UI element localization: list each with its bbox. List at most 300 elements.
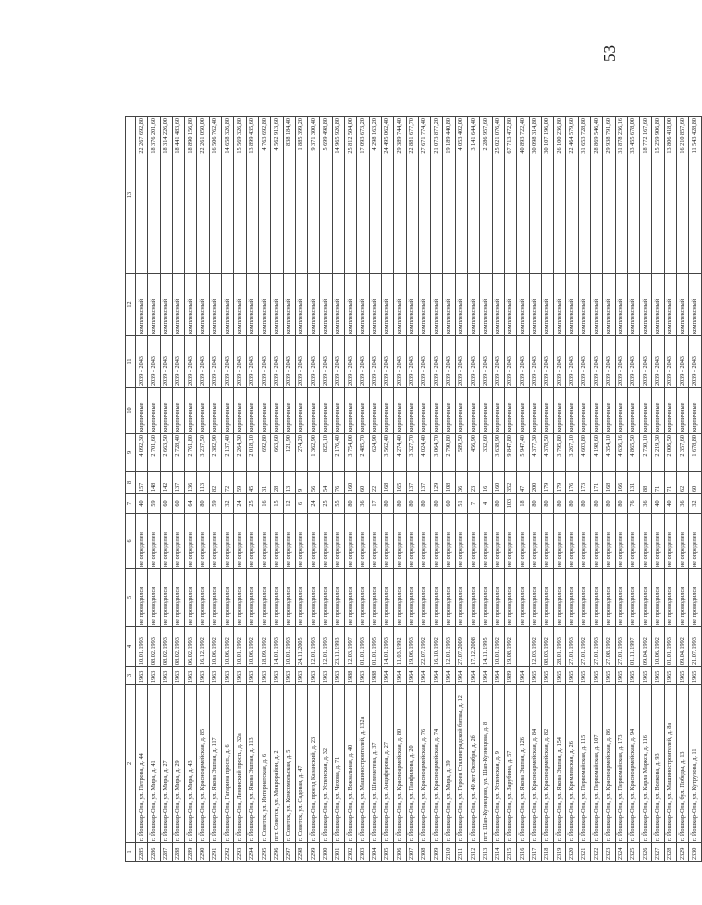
cell-material: кирпичные: [271, 388, 283, 434]
column-header-3: 3: [126, 667, 136, 685]
cell-id: 2323: [603, 843, 615, 862]
cell-period: 2039 - 2043: [406, 336, 418, 388]
cell-date: 22.07.1992: [418, 627, 430, 667]
cell-date: 27.01.1993: [590, 627, 602, 667]
cell-id: 2324: [615, 843, 627, 862]
cell-n13: 11 543 428,80: [689, 117, 701, 274]
cell-n6: не определен: [418, 514, 430, 569]
cell-period: 2039 - 2043: [431, 336, 443, 388]
cell-address: г. Йошкар-Ола, ул. Волкова, д. 93: [652, 685, 664, 843]
cell-date: 01.01.1995: [369, 627, 381, 667]
cell-n6: не определен: [578, 514, 590, 569]
table-row: [234, 117, 246, 862]
cell-n7: 80: [406, 494, 418, 514]
cell-address: г. Йошкар-Ола, ул. Кремлевская, д. 26: [566, 685, 578, 843]
cell-id: 2318: [541, 843, 553, 862]
cell-n6: не определен: [246, 514, 258, 569]
cell-n13: 22 464 579,60: [566, 117, 578, 274]
cell-n9: 663,60: [271, 434, 283, 472]
cell-n8: 200: [529, 472, 541, 494]
cell-material: кирпичные: [345, 388, 357, 434]
cell-date: 08.03.1992: [541, 627, 553, 667]
cell-n8: 56: [308, 472, 320, 494]
cell-address: г. Йошкар-Ола, ул. Первомайская, д. 115: [578, 685, 590, 843]
cell-n6: не определен: [406, 514, 418, 569]
cell-material: кирпичные: [295, 388, 307, 434]
cell-type: комплексный: [308, 274, 320, 336]
cell-address: г. Йошкар-Ола, ул. Первомайская, д. 173: [615, 685, 627, 843]
cell-type: комплексный: [554, 274, 566, 336]
cell-year: 1964: [381, 667, 393, 685]
cell-id: 2302: [345, 843, 357, 862]
cell-n5: не проводился: [308, 569, 320, 627]
cell-n5: не проводился: [480, 569, 492, 627]
cell-n6: не определен: [172, 514, 184, 569]
cell-material: кирпичные: [406, 388, 418, 434]
cell-n6: не определен: [640, 514, 652, 569]
cell-n6: не определен: [590, 514, 602, 569]
cell-year: 1964: [418, 667, 430, 685]
cell-n8: 165: [394, 472, 406, 494]
cell-material: кирпичные: [664, 388, 676, 434]
cell-n7: 6: [295, 494, 307, 514]
cell-period: 2039 - 2043: [652, 336, 664, 388]
cell-period: 2039 - 2043: [455, 336, 467, 388]
cell-n7: 80: [431, 494, 443, 514]
cell-n8: 137: [418, 472, 430, 494]
cell-year: 1965: [640, 667, 652, 685]
cell-year: 1965: [554, 667, 566, 685]
cell-date: 08.02.1993: [160, 627, 172, 667]
cell-address: г. Йошкар-Ола, Гагарина просп., д. 6: [222, 685, 234, 843]
cell-n6: не определен: [541, 514, 553, 569]
cell-date: 06.02.1993: [185, 627, 197, 667]
cell-material: кирпичные: [640, 388, 652, 434]
cell-n13: 2 286 957,60: [480, 117, 492, 274]
table-row: [148, 117, 160, 862]
cell-id: 2307: [406, 843, 418, 862]
cell-material: кирпичные: [689, 388, 701, 434]
cell-material: кирпичные: [185, 388, 197, 434]
table-row: [480, 117, 492, 862]
cell-type: комплексный: [295, 274, 307, 336]
cell-n13: 21 073 877,20: [431, 117, 443, 274]
cell-date: 08.02.1993: [172, 627, 184, 667]
cell-n5: не проводился: [369, 569, 381, 627]
cell-period: 2039 - 2043: [234, 336, 246, 388]
cell-address: г. Йошкар-Ола, ул. Якова Эшпая, д. 113: [246, 685, 258, 843]
cell-n5: не проводился: [590, 569, 602, 627]
table-row: [615, 117, 627, 862]
cell-n9: 589,50: [455, 434, 467, 472]
cell-date: 12.03.1997: [345, 627, 357, 667]
cell-date: 27.07.2009: [455, 627, 467, 667]
cell-address: г. Йошкар-Ола, ул. Якова Эшпая, д. 126: [517, 685, 529, 843]
cell-n7: 80: [578, 494, 590, 514]
cell-period: 2039 - 2043: [136, 336, 148, 388]
cell-n7: 80: [381, 494, 393, 514]
cell-n7: 4: [480, 494, 492, 514]
cell-n13: 3 141 644,40: [468, 117, 480, 274]
cell-material: кирпичные: [148, 388, 160, 434]
cell-date: 27.08.1992: [603, 627, 615, 667]
cell-type: комплексный: [418, 274, 430, 336]
cell-year: 1965: [677, 667, 689, 685]
cell-n7: 16: [258, 494, 270, 514]
cell-address: г. Йошкар-Ола, ул. Петрова, д. 44: [136, 685, 148, 843]
cell-n9: 3 237,50: [197, 434, 209, 472]
cell-year: 1963: [185, 667, 197, 685]
cell-material: кирпичные: [381, 388, 393, 434]
column-header-7: 7: [126, 494, 136, 514]
column-header-2: 2: [126, 685, 136, 843]
cell-n9: 4 274,40: [394, 434, 406, 472]
cell-n8: 54: [320, 472, 332, 494]
cell-period: 2039 - 2043: [172, 336, 184, 388]
cell-material: кирпичные: [529, 388, 541, 434]
cell-n5: не проводился: [652, 569, 664, 627]
cell-n7: 36: [640, 494, 652, 514]
cell-id: 2288: [172, 843, 184, 862]
cell-material: кирпичные: [369, 388, 381, 434]
cell-type: комплексный: [480, 274, 492, 336]
table-row: [443, 117, 455, 862]
cell-address: г. Йошкар-Ола, ул. Мира, д. 29: [172, 685, 184, 843]
cell-n13: 4 298 163,20: [369, 117, 381, 274]
cell-id: 2322: [590, 843, 602, 862]
table-row: [369, 117, 381, 862]
cell-address: г. Йошкар-Ола, ул. Красноармейская, д. 86: [603, 685, 615, 843]
cell-n8: 31: [258, 472, 270, 494]
cell-n8: 352: [504, 472, 516, 494]
cell-n6: не определен: [677, 514, 689, 569]
cell-n7: 80: [529, 494, 541, 514]
cell-type: комплексный: [406, 274, 418, 336]
cell-n6: не определен: [258, 514, 270, 569]
cell-n9: 3 754,00: [345, 434, 357, 472]
cell-n13: 40 893 722,40: [517, 117, 529, 274]
cell-date: 08.02.1993: [148, 627, 160, 667]
cell-year: 1965: [578, 667, 590, 685]
table-row: [640, 117, 652, 862]
cell-n13: 28 869 546,40: [590, 117, 602, 274]
cell-n9: 2 137,40: [222, 434, 234, 472]
cell-period: 2039 - 2043: [664, 336, 676, 388]
cell-id: 2286: [148, 843, 160, 862]
cell-id: 2287: [160, 843, 172, 862]
table-row: [652, 117, 664, 862]
cell-period: 2039 - 2043: [566, 336, 578, 388]
cell-n9: 2 730,10: [640, 434, 652, 472]
cell-n7: 59: [148, 494, 160, 514]
cell-id: 2308: [418, 843, 430, 862]
cell-material: кирпичные: [541, 388, 553, 434]
cell-n9: 2 264,30: [234, 434, 246, 472]
cell-n13: 9 371 300,40: [308, 117, 320, 274]
cell-address: г. Йошкар-Ола, ул. Мира, д. 27: [160, 685, 172, 843]
cell-n9: 4 603,80: [578, 434, 590, 472]
cell-n13: 67 713 472,80: [504, 117, 516, 274]
cell-year: 1963: [209, 667, 221, 685]
cell-type: комплексный: [271, 274, 283, 336]
cell-year: 1963: [258, 667, 270, 685]
cell-n13: 13 899 435,60: [246, 117, 258, 274]
cell-n9: 4 636,16: [615, 434, 627, 472]
cell-n9: 3 795,80: [554, 434, 566, 472]
cell-material: кирпичные: [468, 388, 480, 434]
cell-type: комплексный: [148, 274, 160, 336]
cell-n6: не определен: [431, 514, 443, 569]
cell-year: 1965: [603, 667, 615, 685]
cell-n5: не проводился: [443, 569, 455, 627]
cell-n8: 47: [517, 472, 529, 494]
cell-n8: 142: [160, 472, 172, 494]
table-row: [504, 117, 516, 862]
table-row: [603, 117, 615, 862]
cell-type: комплексный: [689, 274, 701, 336]
cell-year: 1965: [590, 667, 602, 685]
cell-period: 2039 - 2043: [357, 336, 369, 388]
table-row: [136, 117, 148, 862]
cell-n9: 2 663,50: [160, 434, 172, 472]
cell-id: 2319: [554, 843, 566, 862]
cell-n5: не проводился: [283, 569, 295, 627]
cell-year: 1963: [295, 667, 307, 685]
cell-address: г. Йошкар-Ола, ул. Красноармейская, д. 94: [627, 685, 639, 843]
cell-date: 01.01.1993: [664, 627, 676, 667]
cell-n13: 24 495 062,40: [381, 117, 393, 274]
cell-address: г. Йошкар-Ола, ул. Мира, д. 39: [443, 685, 455, 843]
cell-n9: 3 267,10: [566, 434, 578, 472]
cell-n7: 59: [209, 494, 221, 514]
cell-n9: 3 562,40: [381, 434, 393, 472]
register-table-rotated: [125, 117, 698, 862]
cell-n9: 4 198,60: [590, 434, 602, 472]
cell-type: комплексный: [504, 274, 516, 336]
cell-n7: 60: [160, 494, 172, 514]
cell-material: кирпичные: [554, 388, 566, 434]
cell-n7: 80: [345, 494, 357, 514]
cell-year: 1964: [394, 667, 406, 685]
cell-n8: 171: [590, 472, 602, 494]
cell-year: 1964: [480, 667, 492, 685]
cell-period: 2039 - 2043: [209, 336, 221, 388]
cell-type: комплексный: [664, 274, 676, 336]
cell-type: комплексный: [455, 274, 467, 336]
cell-n13: 14 658 326,80: [222, 117, 234, 274]
cell-date: 14.11.1995: [480, 627, 492, 667]
cell-period: 2039 - 2043: [517, 336, 529, 388]
cell-period: 2039 - 2043: [283, 336, 295, 388]
cell-date: 09.04.1992: [677, 627, 689, 667]
cell-n9: 825,10: [320, 434, 332, 472]
cell-id: 2326: [640, 843, 652, 862]
cell-year: 1964: [406, 667, 418, 685]
cell-n5: не проводился: [406, 569, 418, 627]
cell-n9: 456,90: [468, 434, 480, 472]
cell-n13: 31 653 728,80: [578, 117, 590, 274]
cell-period: 2039 - 2043: [541, 336, 553, 388]
column-header-1: 1: [126, 843, 136, 862]
cell-n9: 2 761,80: [185, 434, 197, 472]
cell-date: [517, 627, 529, 667]
cell-type: комплексный: [357, 274, 369, 336]
table-row: [455, 117, 467, 862]
cell-n9: 4 092,30: [136, 434, 148, 472]
cell-n9: 4 024,40: [418, 434, 430, 472]
cell-n7: 12: [283, 494, 295, 514]
cell-n9: 274,20: [295, 434, 307, 472]
cell-n6: не определен: [295, 514, 307, 569]
table-row: [468, 117, 480, 862]
cell-n8: 45: [246, 472, 258, 494]
cell-type: комплексный: [320, 274, 332, 336]
cell-n7: 24: [308, 494, 320, 514]
cell-n8: 129: [431, 472, 443, 494]
cell-n9: 2 382,90: [209, 434, 221, 472]
cell-year: 1963: [222, 667, 234, 685]
cell-material: кирпичные: [394, 388, 406, 434]
cell-n13: 838 184,40: [283, 117, 295, 274]
cell-date: 12.03.1992: [529, 627, 541, 667]
cell-address: г. Йошкар-Ола, ул. Карла Маркса, д. 116: [640, 685, 652, 843]
cell-type: комплексный: [529, 274, 541, 336]
cell-n7: 18: [517, 494, 529, 514]
cell-n13: 18 890 156,80: [185, 117, 197, 274]
cell-material: кирпичные: [332, 388, 344, 434]
cell-material: кирпичные: [172, 388, 184, 434]
cell-n5: не проводился: [517, 569, 529, 627]
cell-address: г. Йошкар-Ола, бул. Победы, д. 13: [677, 685, 689, 843]
cell-n7: 64: [185, 494, 197, 514]
cell-n9: 2 006,50: [664, 434, 676, 472]
cell-n5: не проводился: [689, 569, 701, 627]
cell-n6: не определен: [504, 514, 516, 569]
cell-date: 27.01.1992: [578, 627, 590, 667]
table-row: [345, 117, 357, 862]
cell-n5: не проводился: [492, 569, 504, 627]
table-body: [136, 117, 702, 862]
cell-n7: 60: [443, 494, 455, 514]
cell-id: 2304: [369, 843, 381, 862]
page-number: 53: [600, 45, 619, 62]
cell-type: комплексный: [332, 274, 344, 336]
cell-id: 2295: [258, 843, 270, 862]
cell-n7: 80: [197, 494, 209, 514]
cell-id: 2325: [627, 843, 639, 862]
cell-n6: не определен: [627, 514, 639, 569]
cell-material: кирпичные: [234, 388, 246, 434]
cell-n6: не определен: [566, 514, 578, 569]
cell-n9: 2 790,80: [443, 434, 455, 472]
cell-material: кирпичные: [615, 388, 627, 434]
cell-n9: 121,90: [283, 434, 295, 472]
cell-year: 1965: [664, 667, 676, 685]
cell-n6: не определен: [517, 514, 529, 569]
cell-n8: 113: [197, 472, 209, 494]
table-row: [394, 117, 406, 862]
cell-n6: не определен: [689, 514, 701, 569]
cell-date: 01.11.1997: [627, 627, 639, 667]
cell-n9: 692,80: [258, 434, 270, 472]
cell-period: 2039 - 2043: [443, 336, 455, 388]
cell-id: 2296: [271, 843, 283, 862]
cell-n7: 103: [504, 494, 516, 514]
cell-id: 2310: [443, 843, 455, 862]
cell-n7: 80: [590, 494, 602, 514]
cell-n13: 31 878 236,16: [615, 117, 627, 274]
column-header-12: 12: [126, 274, 136, 336]
cell-type: комплексный: [468, 274, 480, 336]
cell-year: 1963: [160, 667, 172, 685]
cell-address: г. Йошкар-Ола, ул. Красноармейская, д. 82: [541, 685, 553, 843]
cell-material: кирпичные: [627, 388, 639, 434]
cell-year: 1965: [541, 667, 553, 685]
cell-n13: 4 053 402,00: [455, 117, 467, 274]
cell-n7: 7: [468, 494, 480, 514]
cell-period: 2039 - 2043: [640, 336, 652, 388]
cell-date: 16.12.1992: [197, 627, 209, 667]
cell-n6: не определен: [443, 514, 455, 569]
cell-material: кирпичные: [517, 388, 529, 434]
cell-period: 2039 - 2043: [603, 336, 615, 388]
cell-n13: 13 806 418,00: [664, 117, 676, 274]
cell-date: 14.01.1993: [381, 627, 393, 667]
cell-period: 2039 - 2043: [394, 336, 406, 388]
cell-address: г. Йошкар-Ола, ул. Красноармейская, д. 76: [418, 685, 430, 843]
cell-type: комплексный: [246, 274, 258, 336]
cell-type: комплексный: [640, 274, 652, 336]
cell-n9: 5 947,40: [517, 434, 529, 472]
cell-material: кирпичные: [677, 388, 689, 434]
cell-year: 1965: [652, 667, 664, 685]
cell-n9: 9 847,80: [504, 434, 516, 472]
cell-n7: 40: [664, 494, 676, 514]
cell-period: 2039 - 2043: [554, 336, 566, 388]
cell-n13: 22 267 692,80: [136, 117, 148, 274]
cell-period: 2039 - 2043: [197, 336, 209, 388]
column-header-8: 8: [126, 472, 136, 494]
cell-period: 2039 - 2043: [381, 336, 393, 388]
cell-n7: 80: [418, 494, 430, 514]
cell-date: 01.01.1993: [357, 627, 369, 667]
cell-n6: не определен: [234, 514, 246, 569]
cell-address: г. Йошкар-Ола, Ленинский просп., д. 32а: [234, 685, 246, 843]
cell-material: кирпичные: [320, 388, 332, 434]
cell-id: 2301: [332, 843, 344, 862]
cell-date: 17.12.2008: [468, 627, 480, 667]
cell-n13: 14 965 926,80: [332, 117, 344, 274]
cell-n9: 1 362,90: [308, 434, 320, 472]
cell-date: 16.10.1992: [431, 627, 443, 667]
cell-n6: не определен: [480, 514, 492, 569]
table-row: [590, 117, 602, 862]
cell-type: комплексный: [369, 274, 381, 336]
cell-n13: 4 763 692,80: [258, 117, 270, 274]
cell-address: г. Йошкар-Ола, ул. Мира, д. 41: [148, 685, 160, 843]
table-row: [209, 117, 221, 862]
cell-n8: 76: [332, 472, 344, 494]
cell-n8: 22: [369, 472, 381, 494]
cell-n6: не определен: [308, 514, 320, 569]
cell-year: 1989: [504, 667, 516, 685]
table-row: [664, 117, 676, 862]
cell-n5: не проводился: [677, 569, 689, 627]
cell-date: 12.01.1993: [308, 627, 320, 667]
cell-type: комплексный: [590, 274, 602, 336]
cell-n5: не проводился: [394, 569, 406, 627]
cell-n9: 4 865,50: [627, 434, 639, 472]
